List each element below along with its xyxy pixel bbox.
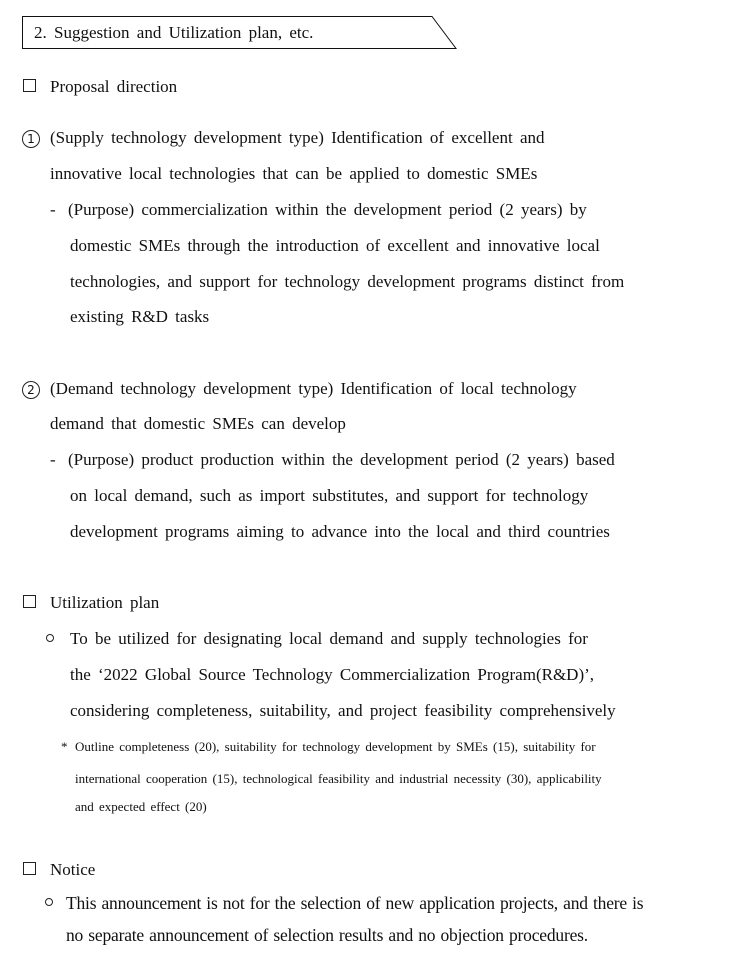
item2-dash: - xyxy=(50,450,56,469)
item2-line2: demand that domestic SMEs can develop xyxy=(50,414,346,433)
checkbox-icon xyxy=(23,862,36,875)
note-asterisk: * xyxy=(61,739,68,754)
section-title: 2. Suggestion and Utilization plan, etc. xyxy=(34,23,314,42)
item1-sub-line3: technologies, and support for technology development programs distinct from xyxy=(70,272,625,291)
item2-line1: (Demand technology development type) Identification of local technology xyxy=(50,379,577,398)
checkbox-icon xyxy=(23,595,36,608)
notice-heading: Notice xyxy=(50,860,96,879)
proposal-heading: Proposal direction xyxy=(50,77,178,96)
note-line2: international cooperation (15), technological feasibility and industrial necessity (30), applicability xyxy=(75,771,602,786)
item1-line1: (Supply technology development type) Identification of excellent and xyxy=(50,128,545,147)
circled-number-one-icon: 1 xyxy=(22,130,40,148)
note-line3: and expected effect (20) xyxy=(75,799,207,814)
circled-number-two-icon: 2 xyxy=(22,381,40,399)
item1-sub-line4: existing R&D tasks xyxy=(70,307,210,326)
circle-bullet-icon xyxy=(45,898,53,906)
notice-line2: no separate announcement of selection results and no objection procedures. xyxy=(66,925,588,945)
section-header-box xyxy=(22,16,462,50)
checkbox-icon xyxy=(23,79,36,92)
utilization-line1: To be utilized for designating local demand and supply technologies for xyxy=(70,629,588,648)
circle-bullet-icon xyxy=(46,634,54,642)
item2-sub-line2: on local demand, such as import substitutes, and support for technology xyxy=(70,486,589,505)
item1-line2: innovative local technologies that can be applied to domestic SMEs xyxy=(50,164,538,183)
item2-sub-line3: development programs aiming to advance into the local and third countries xyxy=(70,522,610,541)
item1-sub-line1: (Purpose) commercialization within the development period (2 years) by xyxy=(68,200,587,219)
note-line1: Outline completeness (20), suitability for technology development by SMEs (15), suitability for xyxy=(75,739,596,754)
item1-sub-line2: domestic SMEs through the introduction of excellent and innovative local xyxy=(70,236,600,255)
utilization-heading: Utilization plan xyxy=(50,593,160,612)
notice-line1: This announcement is not for the selection of new application projects, and there is xyxy=(66,893,644,913)
utilization-line3: considering completeness, suitability, and project feasibility comprehensively xyxy=(70,701,616,720)
utilization-line2: the ‘2022 Global Source Technology Commercialization Program(R&D)’, xyxy=(70,665,595,684)
item1-dash: - xyxy=(50,200,56,219)
item2-sub-line1: (Purpose) product production within the development period (2 years) based xyxy=(68,450,615,469)
